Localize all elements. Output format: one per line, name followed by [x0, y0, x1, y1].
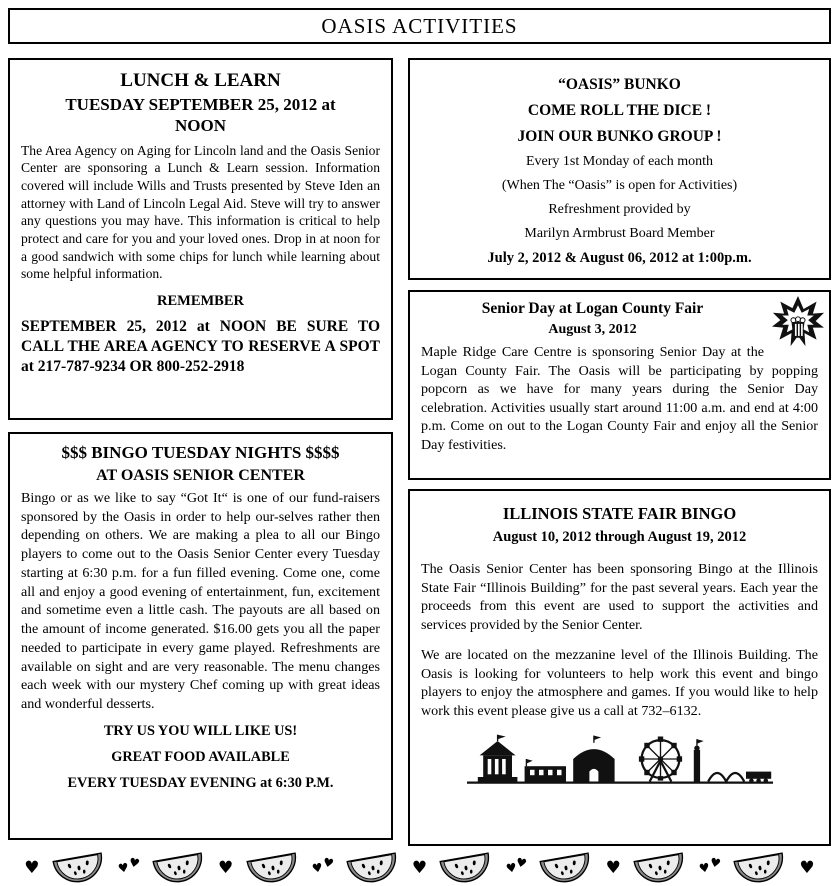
bunko-line-dice: COME ROLL THE DICE ! [527, 102, 712, 119]
lunch-learn-call-to-action: SEPTEMBER 25, 2012 at NOON BE SURE TO CALL THE AREA AGENCY TO RESERVE A SPOT at 217-787-9234 OR 800-252-2918 [21, 317, 380, 376]
heart-icon: ♥ [218, 857, 234, 878]
lunch-learn-body: The Area Agency on Aging for Lincoln land and the Oasis Senior Center are sponsoring a Lunch & Learn session. Information covered will include Wills and Trusts presented by Steve Iden an attorney with Land of Lincoln Legal Aid. Steve will try to answer any questions you may have. This information is critical to help protect and care for you and your loved ones. Drop in at noon for a good sandwich with some chips for lunch while learning about some helpful information. [21, 142, 380, 282]
heart-pair-icon [698, 855, 723, 876]
bingo-footer-line-1: TRY US YOU WILL LIKE US! [103, 722, 298, 739]
bunko-line-join: JOIN OUR BUNKO GROUP ! [517, 128, 722, 145]
heart-icon: ♥ [605, 857, 621, 878]
heart-icon: ♥ [504, 860, 518, 876]
watermelon-slice-icon [539, 850, 593, 886]
heart-pair-icon [504, 855, 529, 876]
section-state-fair-bingo [408, 489, 831, 846]
watermelon-slice-icon [439, 850, 493, 886]
senior-day-title: Senior Day at Logan County Fair [481, 300, 704, 317]
lunch-learn-title: LUNCH & LEARN [120, 70, 281, 91]
left-column [8, 58, 393, 840]
section-oasis-bunko [408, 58, 831, 280]
right-column [408, 58, 831, 846]
heart-icon: ♥ [127, 855, 141, 871]
bunko-line-dates: July 2, 2012 & August 06, 2012 at 1:00p.m. [487, 250, 752, 266]
bingo-footer-line-2: GREAT FOOD AVAILABLE [111, 748, 290, 765]
heart-icon: ♥ [321, 855, 335, 871]
heart-pair-icon [310, 855, 335, 876]
state-fair-date-range: August 10, 2012 through August 19, 2012 [492, 529, 747, 545]
page-title: OASIS ACTIVITIES [321, 13, 518, 38]
state-fair-paragraph-2: We are located on the mezzanine level of the Illinois Building. The Oasis is looking for volunteers to help work this event and bingo players to enjoy the atmosphere and games. If you would like to help work this event please give us a call at 732–6132. [421, 646, 818, 720]
heart-icon: ♥ [698, 860, 712, 876]
watermelon-slice-icon [733, 850, 787, 886]
bingo-footer-line-3: EVERY TUESDAY EVENING at 6:30 P.M. [67, 774, 334, 791]
state-fair-title: ILLINOIS STATE FAIR BINGO [502, 504, 737, 523]
watermelon-slice-icon [633, 850, 687, 886]
watermelon-slice-icon [52, 850, 106, 886]
heart-icon: ♥ [514, 855, 529, 871]
watermelon-slice-icon [246, 850, 300, 886]
heart-icon: ♥ [799, 857, 815, 878]
lunch-learn-subtitle: TUESDAY SEPTEMBER 25, 2012 at NOON [65, 95, 336, 136]
bunko-line-condition: (When The “Oasis” is open for Activities) [501, 178, 738, 193]
state-fair-paragraph-1: The Oasis Senior Center has been sponsoring Bingo at the Illinois State Fair “Illinois Building” for the past several years. Each year the proceeds from this event are used to support the activities and services provided by the Senior Center. [421, 561, 818, 634]
heart-icon: ♥ [411, 857, 428, 878]
heart-icon: ♥ [708, 855, 723, 871]
decorative-footer-border [8, 849, 831, 886]
heart-pair-icon [116, 855, 141, 876]
heart-icon: ♥ [310, 860, 324, 876]
bingo-body: Bingo or as we like to say “Got It“ is one of our fund-raisers sponsored by the Oasis in order to help our-selves rather then depending on others. We are making a plea to all our Bingo players to come out to the Oasis Senior Center every Tuesday starting at 6:30 p.m. for a fun filled evening. Come one, come all and enjoy a good evening of entertainment, fun, excitement and sometime even a little cash. The payouts are all based on the amount of income generated. $16.00 gets you all the paper needed to participate in every game played. Refreshments are available on sight and are very reasonable. The menu changes each week with our mystery Chef coming up with great ideas and wonderful desserts. [21, 490, 380, 713]
senior-day-body: Maple Ridge Care Centre is sponsoring Senior Day at the Logan County Fair. The Oasis will be participating by popping popcorn as we have for many years during the Senior Day celebration. Activities usually start around 11:00 a.m. and end at 4:00 p.m. Come on out to the Logan County Fair and enjoy all the Senior Day festivities. [421, 344, 818, 453]
watermelon-slice-icon [152, 850, 206, 886]
section-senior-day [408, 290, 831, 480]
remember-label: REMEMBER [157, 292, 244, 309]
content-columns [8, 58, 831, 846]
bunko-line-host: Marilyn Armbrust Board Member [524, 226, 715, 241]
bunko-line-refreshment: Refreshment provided by [548, 202, 691, 217]
bunko-title: “OASIS” BUNKO [558, 76, 681, 93]
senior-day-date: August 3, 2012 [548, 322, 637, 337]
heart-icon: ♥ [24, 857, 40, 878]
page-header [8, 8, 831, 44]
bingo-title: $$$ BINGO TUESDAY NIGHTS $$$$ [61, 443, 340, 462]
heart-icon: ♥ [116, 860, 130, 876]
section-lunch-and-learn [8, 58, 393, 420]
bunko-line-schedule: Every 1st Monday of each month [525, 154, 713, 169]
popcorn-burst-icon [772, 296, 824, 348]
section-bingo-tuesday [8, 432, 393, 840]
bingo-subtitle: AT OASIS SENIOR CENTER [96, 467, 305, 484]
watermelon-slice-icon [346, 850, 400, 886]
fairground-skyline-icon [421, 732, 818, 791]
